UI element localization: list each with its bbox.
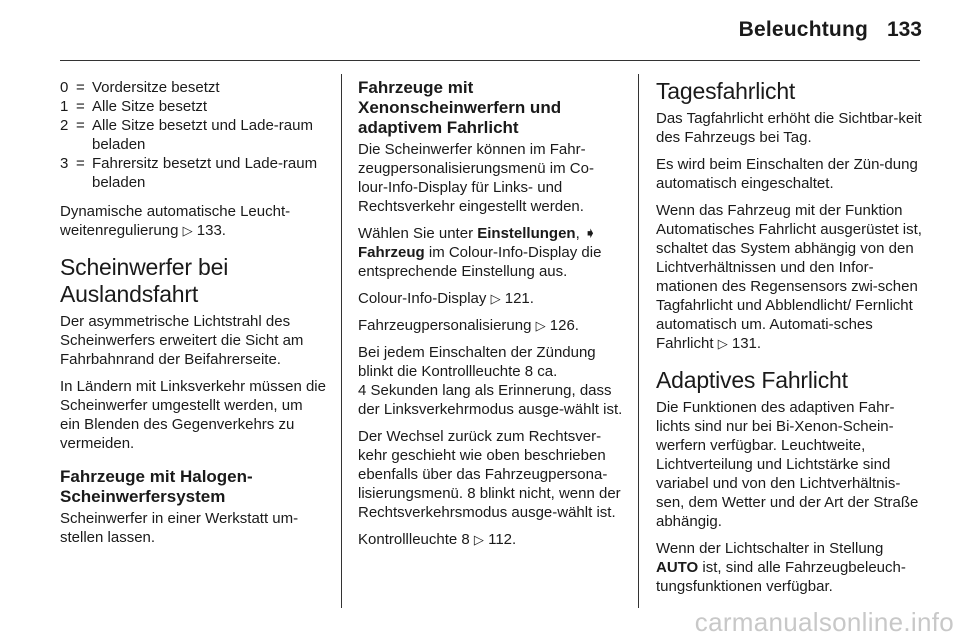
heading-halogen: Fahrzeuge mit Halogen-Scheinwerfersystem <box>60 467 253 506</box>
paragraph-asymmetric: Der asymmetrische Lichtstrahl des Scheinwerfers erweitert die Sicht am Fahrbahnrand der Beifahrerseite. <box>60 313 304 368</box>
triangle-right-icon: ▷ <box>717 336 728 351</box>
list-item: 2 = Alle Sitze besetzt und Lade-raum beladen <box>60 117 313 153</box>
paragraph-left-traffic: In Ländern mit Linksverkehr müssen die Scheinwerfer umgestellt werden, um ein Blenden des Gegenverkehrs zu vermeiden. <box>60 378 326 452</box>
triangle-right-icon: ▷ <box>182 223 193 238</box>
column-3 <box>656 78 922 604</box>
paragraph-select-settings: Wählen Sie unter Einstellungen, ➧ Fahrzeug im Colour-Info-Display die entsprechende Einstellung aus. <box>358 225 602 280</box>
paragraph-drl-1: Das Tagfahrlicht erhöht die Sichtbar-keit des Fahrzeugs bei Tag. <box>656 110 922 146</box>
heading-xenon: Fahrzeuge mit Xenonscheinwerfern und adaptivem Fahrlicht <box>358 78 562 137</box>
cross-reference[interactable]: 121. <box>504 290 534 307</box>
headlamp-icon: 8 <box>467 485 476 502</box>
paragraph-switch-back: Der Wechsel zurück zum Rechtsver-kehr geschieht wie oben beschrieben ebenfalls über das Fahrzeugpersona-lisierungsmenü. 8 blinkt nicht, wenn der Rechtsverkehrsmodus ausge-wählt ist. <box>358 428 621 521</box>
headlamp-icon: 8 <box>461 531 470 548</box>
headlamp-icon: 8 <box>524 363 534 380</box>
menu-vehicle: Fahrzeug <box>358 244 425 261</box>
triangle-right-icon: ▷ <box>473 532 484 547</box>
page-number: 133 <box>886 18 922 41</box>
cross-reference[interactable]: 126. <box>549 317 579 334</box>
triangle-right-icon: ▷ <box>535 318 546 333</box>
cross-reference[interactable]: 112. <box>488 531 517 548</box>
paragraph-personalization-ref: Fahrzeugpersonalisierung ▷ 126. <box>358 317 579 334</box>
cross-reference[interactable]: 131. <box>731 335 762 352</box>
paragraph-adaptive-2: Wenn der Lichtschalter in Stellung AUTO ist, sind alle Fahrzeugbeleuch-tungsfunktionen verfügbar. <box>656 540 906 595</box>
paragraph-dynamic-leveling: Dynamische automatische Leucht-weitenregulierung ▷ 133. <box>60 203 291 239</box>
watermark: carmanualsonline.info <box>694 607 954 637</box>
paragraph-ignition: Bei jedem Einschalten der Zündung blinkt die Kontrollleuchte 8 ca. 4 Sekunden lang als Erinnerung, dass der Linksverkehrmodus ausge-wählt ist. <box>358 344 623 418</box>
heading-daytime-running-lights: Tagesfahrlicht <box>656 78 796 104</box>
section-title: Beleuchtung <box>738 18 868 41</box>
column-2 <box>358 78 623 557</box>
column-divider-2 <box>638 74 639 608</box>
paragraph-xenon-intro: Die Scheinwerfer können im Fahr-zeugpersonalisierungsmenü im Co-lour-Info-Display für Links- und Rechtsverkehr eingestellt werden. <box>358 141 594 215</box>
paragraph-cid-ref: Colour-Info-Display ▷ 121. <box>358 290 534 307</box>
triangle-right-icon: ▷ <box>490 291 501 306</box>
page-header <box>0 0 960 62</box>
column-divider-1 <box>341 74 342 608</box>
paragraph-drl-3: Wenn das Fahrzeug mit der Funktion Automatisches Fahrlicht ausgerüstet ist, schaltet das System abhängig von den Lichtverhältnissen und den Infor-mationen des Regensensors zwi-schen Tagfahrlicht und Abblendlicht/ Fernlicht automatisch um. Automati-sches Fahrlicht ▷ 131. <box>656 202 922 352</box>
paragraph-drl-2: Es wird beim Einschalten der Zün-dung automatisch eingeschaltet. <box>656 156 918 192</box>
cross-reference[interactable]: 133. <box>196 222 226 239</box>
heading-adaptive-light: Adaptives Fahrlicht <box>656 367 848 393</box>
paragraph-adaptive-1: Die Funktionen des adaptiven Fahr-lichts sind nur bei Bi-Xenon-Schein-werfern verfügbar. Leuchtweite, Lichtverteilung und Lichtstärke sind variabel und von den Lichtverhältnis-sen, dem Wetter und der Art der Straße abhängig. <box>656 399 919 530</box>
paragraph-halogen: Scheinwerfer in einer Werkstatt um-stellen lassen. <box>60 510 299 546</box>
seat-load-list <box>60 78 326 192</box>
paragraph-warning-lamp-ref: Kontrollleuchte 8 ▷ 112. <box>358 531 517 548</box>
heading-auslandsfahrt: Scheinwerfer bei Auslandsfahrt <box>60 254 229 307</box>
list-item: 0 = Vordersitze besetzt <box>60 79 220 96</box>
list-item: 1 = Alle Sitze besetzt <box>60 98 208 115</box>
column-1 <box>60 78 326 555</box>
menu-settings: Einstellungen <box>477 225 576 242</box>
header-rule <box>60 60 920 61</box>
switch-position-auto: AUTO <box>656 559 699 576</box>
arrow-icon: ➧ <box>583 225 597 242</box>
list-item: 3 = Fahrersitz besetzt und Lade-raum beladen <box>60 155 318 191</box>
